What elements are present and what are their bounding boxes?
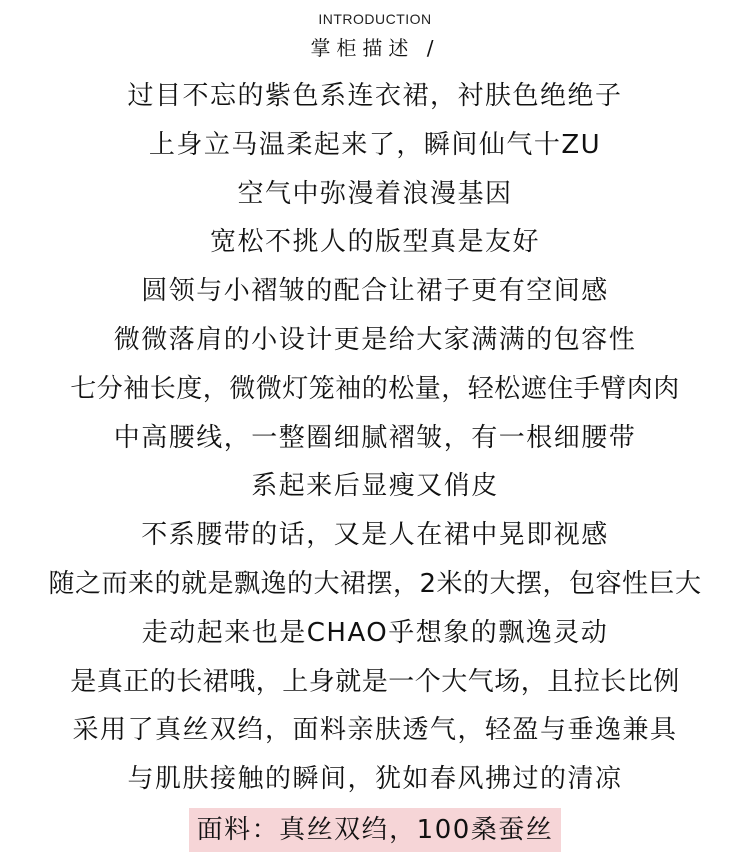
description-line: 走动起来也是CHAO乎想象的飘逸灵动 xyxy=(141,617,609,648)
description-line: 七分袖长度，微微灯笼袖的松量，轻松遮住手臂肉肉 xyxy=(70,373,680,404)
description-line: 是真正的长裙哦，上身就是一个大气场，且拉长比例 xyxy=(70,666,680,697)
fabric-note-highlight: 面料：真丝双绉，100桑蚕丝 xyxy=(189,808,562,852)
fabric-note-row xyxy=(0,808,750,852)
section-title-en: INTRODUCTION xyxy=(318,11,432,27)
description-line: 中高腰线，一整圈细腻褶皱，有一根细腰带 xyxy=(113,422,637,453)
description-line: 宽松不挑人的版型真是友好 xyxy=(209,227,540,258)
description-line: 不系腰带的话，又是人在裙中晃即视感 xyxy=(141,520,609,551)
description-line: 过目不忘的紫色系连衣裙，衬肤色绝绝子 xyxy=(127,81,623,111)
description-line: 圆领与小褶皱的配合让裙子更有空间感 xyxy=(141,276,609,307)
description-line: 上身立马温柔起来了，瞬间仙气十ZU xyxy=(148,129,602,160)
section-title-cn: 掌柜描述 / xyxy=(310,36,440,60)
description-line: 采用了真丝双绉，面料亲肤透气，轻盈与垂逸兼具 xyxy=(72,715,678,746)
description-line: 随之而来的就是飘逸的大裙摆，2米的大摆，包容性巨大 xyxy=(48,568,702,599)
description-line: 空气中弥漫着浪漫基因 xyxy=(237,178,513,209)
description-line: 与肌肤接触的瞬间，犹如春风拂过的清凉 xyxy=(127,764,623,795)
description-line: 微微落肩的小设计更是给大家满满的包容性 xyxy=(113,324,637,355)
description-list xyxy=(0,72,750,804)
description-line: 系起来后显瘦又俏皮 xyxy=(251,471,499,502)
